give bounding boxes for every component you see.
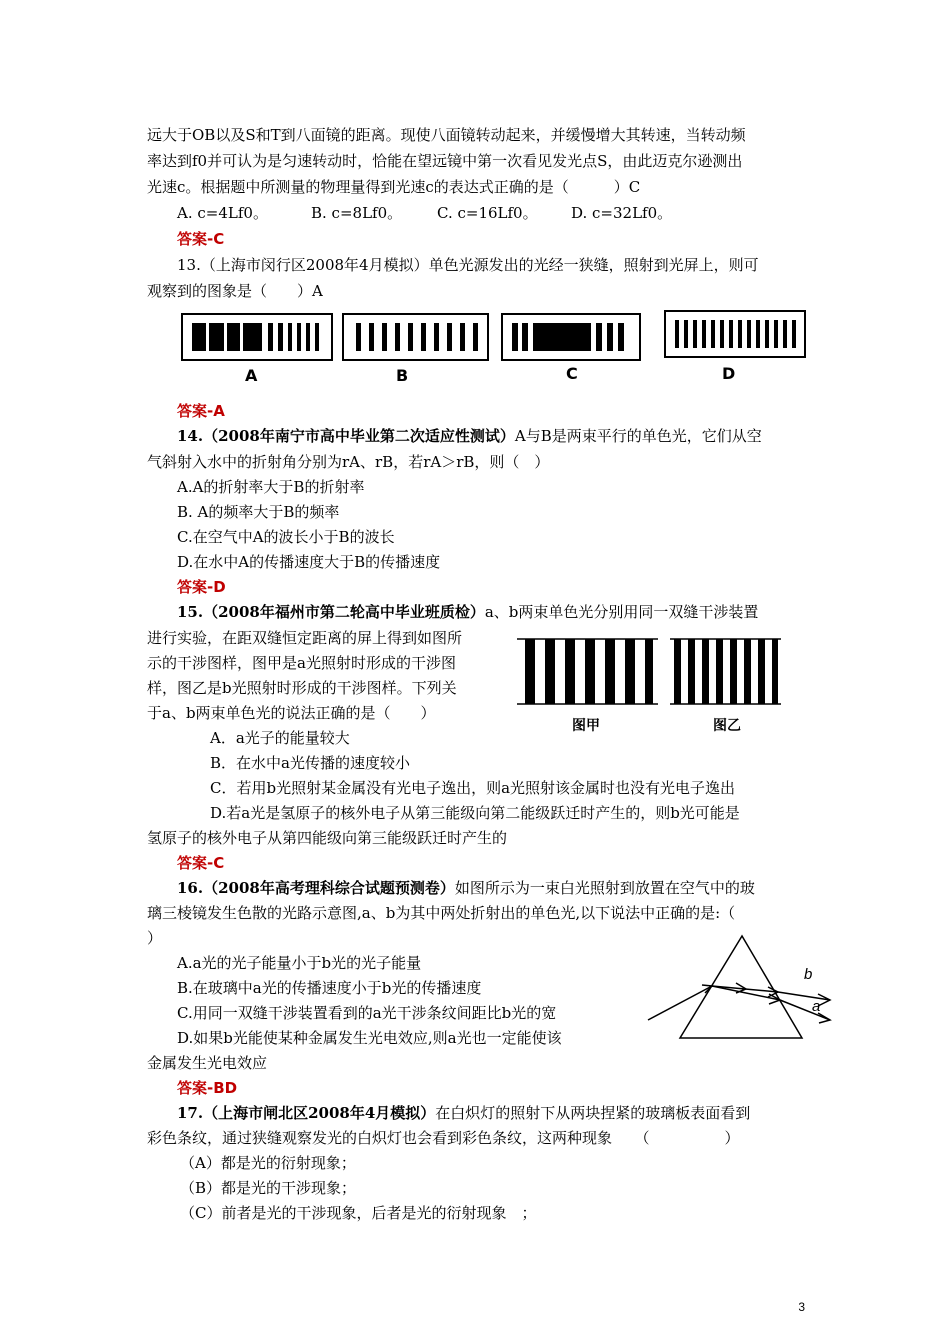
q16-answer: 答案-BD [177, 1079, 238, 1097]
q15-label-yi: 图乙 [713, 718, 741, 734]
q13-label-d: D [722, 364, 736, 383]
q17-line-1 [177, 1103, 750, 1123]
q15-label-jia: 图甲 [572, 718, 600, 734]
q15-line-4: 样，图乙是b光照射时形成的干涉图样。下列关 [147, 679, 457, 697]
q14-answer: 答案-D [177, 578, 226, 596]
figure-panel-c [502, 314, 640, 360]
q15-line-2: 进行实验，在距双缝恒定距离的屏上得到如图所 [147, 629, 463, 647]
q12-line-1: 远大于OB以及S和T到八面镜的距离。现使八面镜转动起来，并缓慢增大其转速，当转动频 [147, 126, 746, 144]
q15-line-3: 示的干涉图样，图甲是a光照射时形成的干涉图 [147, 654, 456, 672]
q17-option-b: （B）都是光的干涉现象； [180, 1179, 357, 1197]
q14-line-1 [177, 426, 762, 446]
q16-option-a: A.a光的光子能量小于b光的光子能量 [177, 954, 422, 972]
q17-line-2: 彩色条纹，通过狭缝观察发光的白炽灯也会看到彩色条纹，这两种现象 （ ） [147, 1129, 740, 1147]
q13-label-b: B [396, 366, 409, 385]
q15-interference-figure-b [668, 633, 788, 713]
q13-line-1: 13.（上海市闵行区2008年4月模拟）单色光源发出的光经一狭缝，照射到光屏上，则可 [177, 256, 759, 274]
q15-option-b: B．在水中a光传播的速度较小 [210, 754, 410, 772]
q15-source: 15.（2008年福州市第二轮高中毕业班质检） [177, 603, 485, 621]
q14-option-c: C.在空气中A的波长小于B的波长 [177, 528, 395, 546]
q16-label-b: b [804, 966, 813, 983]
q12-option-d: D. c=32Lf0。 [571, 204, 673, 222]
q16-option-d-cont: 金属发生光电效应 [147, 1054, 268, 1072]
q17-option-c: （C）前者是光的干涉现象，后者是光的衍射现象 ； [180, 1204, 537, 1222]
q13-label-c: C [566, 364, 578, 383]
q15-option-d: D.若a光是氢原子的核外电子从第三能级向第二能级跃迁时产生的，则b光可能是 [210, 804, 740, 822]
q15-option-d-cont: 氢原子的核外电子从第四能级向第三能级跃迁时产生的 [147, 829, 508, 847]
q16-line-1-text: 如图所示为一束白光照射到放置在空气中的玻 [454, 879, 755, 897]
q15-option-a: A．a光子的能量较大 [210, 729, 350, 747]
q15-line-1 [177, 602, 758, 622]
q16-label-a: a [812, 998, 821, 1015]
figure-panel-b [343, 314, 488, 360]
q13-line-2: 观察到的图象是（ ）A [147, 282, 323, 300]
q16-option-b: B.在玻璃中a光的传播速度小于b光的传播速度 [177, 979, 482, 997]
page-number: 3 [798, 1300, 805, 1314]
q15-line-1-text: a、b两束单色光分别用同一双缝干涉装置 [484, 603, 759, 621]
q16-source: 16.（2008年高考理科综合试题预测卷） [177, 879, 455, 897]
q15-line-5: 于a、b两束单色光的说法正确的是（ ） [147, 704, 436, 722]
q16-prism-figure [640, 930, 845, 1045]
q12-line-3: 光速c。根据题中所测量的物理量得到光速c的表达式正确的是（ ）C [147, 178, 641, 196]
q16-option-d: D.如果b光能使某种金属发生光电效应,则a光也一定能使该 [177, 1029, 562, 1047]
figure-panel-a [182, 314, 332, 360]
q17-source: 17.（上海市闸北区2008年4月模拟） [177, 1104, 436, 1122]
q14-option-d: D.在水中A的传播速度大于B的传播速度 [177, 553, 441, 571]
q13-diffraction-figure [180, 305, 810, 390]
q16-line-1 [177, 878, 755, 898]
q12-option-c: C. c=16Lf0。 [437, 204, 538, 222]
q16-line-3: ） [147, 929, 163, 947]
q12-option-b: B. c=8Lf0。 [311, 204, 403, 222]
q17-line-1-text: 在白炽灯的照射下从两块捏紧的玻璃板表面看到 [435, 1104, 751, 1122]
q12-answer: 答案-C [177, 230, 225, 248]
q17-option-a: （A）都是光的衍射现象； [180, 1154, 356, 1172]
q15-option-c: C．若用b光照射某金属没有光电子逸出，则a光照射该金属时也没有光电子逸出 [210, 779, 736, 797]
q15-interference-figure [515, 633, 665, 713]
q14-source: 14.（2008年南宁市高中毕业第二次适应性测试） [177, 427, 515, 445]
q13-answer: 答案-A [177, 402, 225, 420]
figure-panel-d [665, 311, 805, 357]
q14-line-2: 气斜射入水中的折射角分别为rA、rB，若rA＞rB，则（ ） [147, 453, 550, 471]
q12-line-2: 率达到f0并可认为是匀速转动时，恰能在望远镜中第一次看见发光点S，由此迈克尔逊测出 [147, 152, 743, 170]
q14-line-1-text: A与B是两束平行的单色光，它们从空 [514, 427, 762, 445]
q15-answer: 答案-C [177, 854, 225, 872]
q14-option-a: A.A的折射率大于B的折射率 [177, 478, 365, 496]
q13-label-a: A [245, 366, 258, 385]
q14-option-b: B. A的频率大于B的频率 [177, 503, 340, 521]
q16-line-2: 璃三棱镜发生色散的光路示意图,a、b为其中两处折射出的单色光,以下说法中正确的是:（ [147, 904, 736, 922]
q12-option-a: A. c=4Lf0。 [177, 204, 268, 222]
q16-option-c: C.用同一双缝干涉装置看到的a光干涉条纹间距比b光的宽 [177, 1004, 557, 1022]
